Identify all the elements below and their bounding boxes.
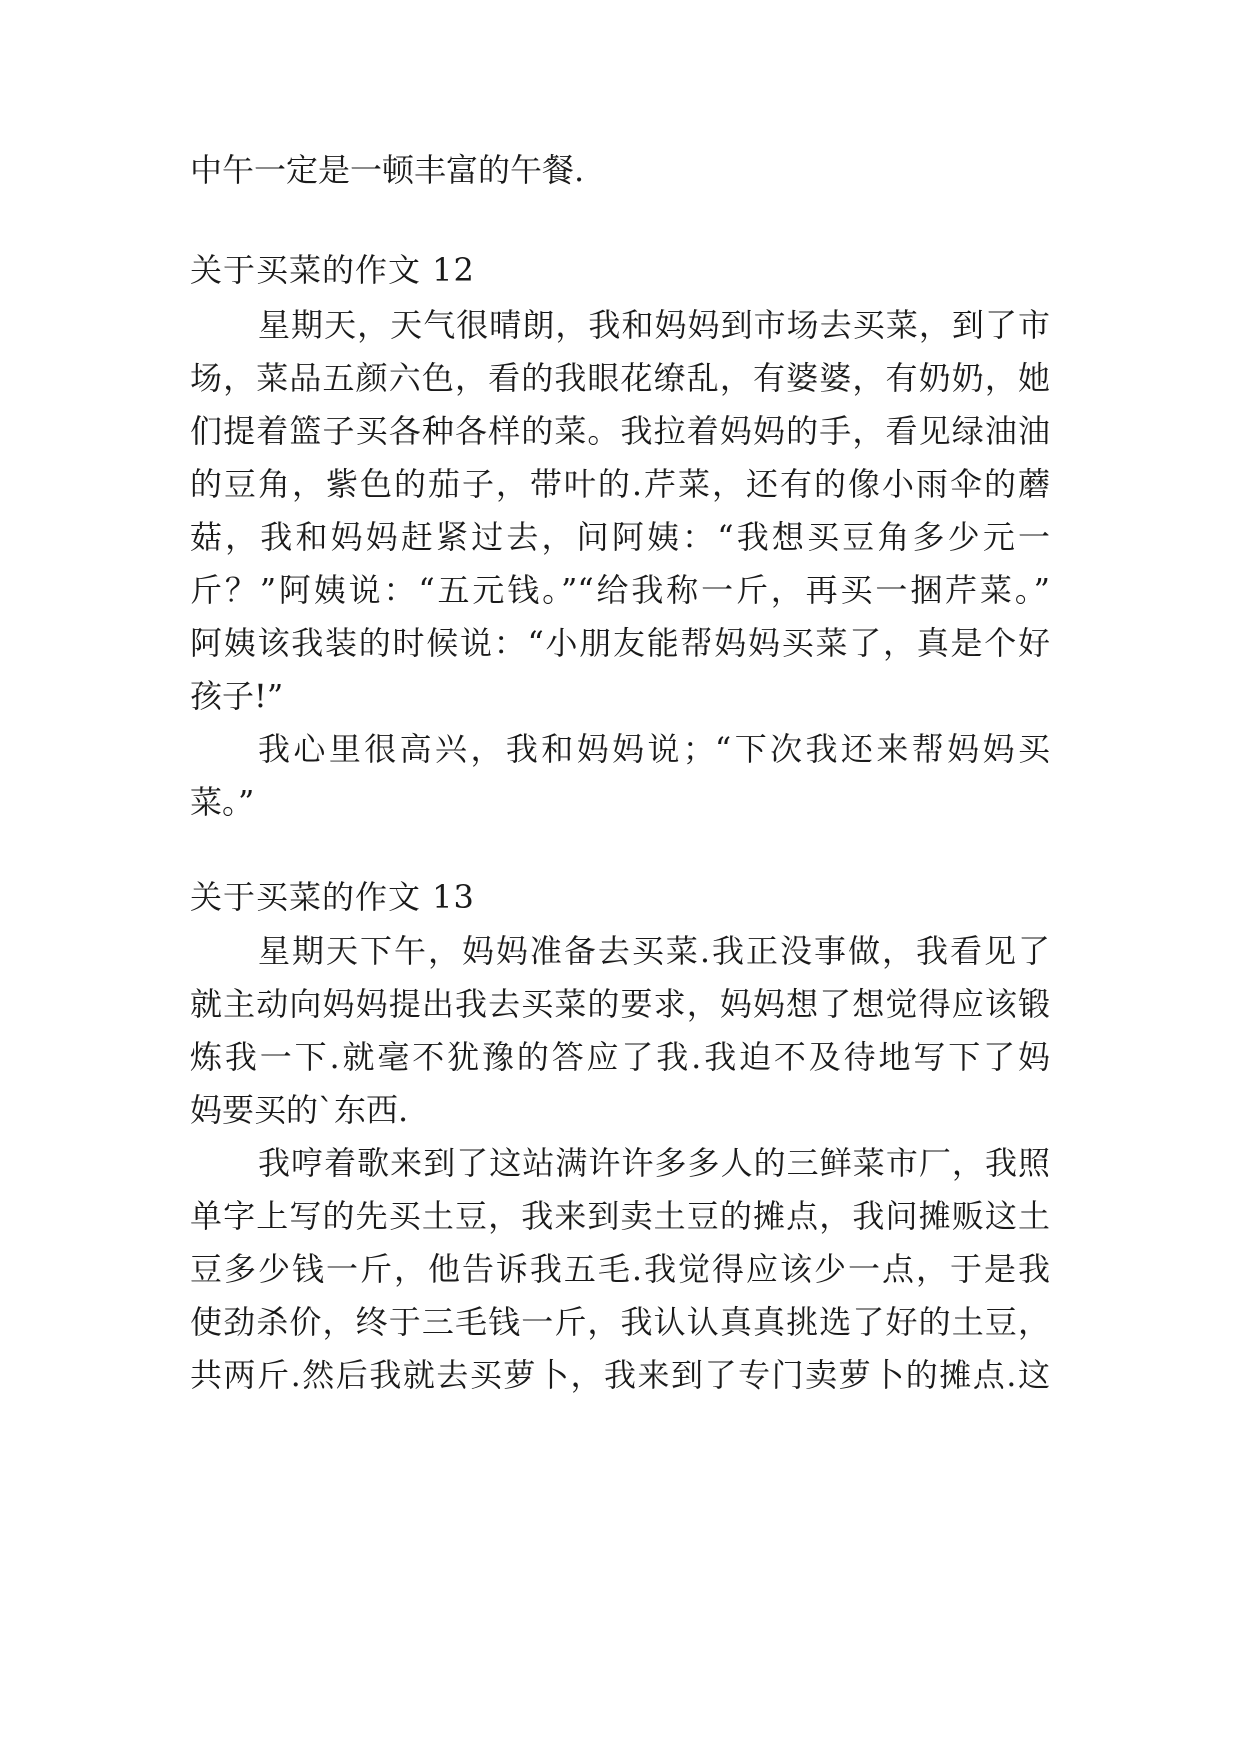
essay-12-p1-line: 们提着篮子买各种各样的菜。我拉着妈妈的手，看见绿油油 <box>190 412 1050 450</box>
essay-13-p1-line: 星期天下午，妈妈准备去买菜.我正没事做，我看见了 <box>258 932 1050 970</box>
essay-12-p2-line: 我心里很高兴，我和妈妈说；“下次我还来帮妈妈买 <box>258 730 1050 768</box>
essay-13-p2-line: 豆多少钱一斤，他告诉我五毛.我觉得应该少一点，于是我 <box>190 1250 1050 1288</box>
essay-12-p1-line: 场，菜品五颜六色，看的我眼花缭乱，有婆婆，有奶奶，她 <box>190 359 1050 397</box>
essay-12-p2-line: 菜。” <box>190 783 255 821</box>
essay-13-title: 关于买菜的作文 13 <box>190 878 475 916</box>
essay-13-p2-line: 共两斤.然后我就去买萝卜，我来到了专门卖萝卜的摊点.这 <box>190 1356 1050 1394</box>
essay-12-p1-line: 斤？”阿姨说：“五元钱。”“给我称一斤，再买一捆芹菜。” <box>190 571 1050 609</box>
essay-13-p2-line: 我哼着歌来到了这站满许许多多人的三鲜菜市厂，我照 <box>258 1144 1050 1182</box>
essay-13-p1-line: 妈要买的`东西. <box>190 1091 409 1129</box>
essay-12-p1-line: 阿姨该我装的时候说：“小朋友能帮妈妈买菜了，真是个好 <box>190 624 1050 662</box>
essay-12-title: 关于买菜的作文 12 <box>190 251 475 289</box>
essay-13-p1-line: 就主动向妈妈提出我去买菜的要求，妈妈想了想觉得应该锻 <box>190 985 1050 1023</box>
essay-13-p2-line: 使劲杀价，终于三毛钱一斤，我认认真真挑选了好的土豆， <box>190 1303 1050 1341</box>
essay-12-p1-line: 的豆角，紫色的茄子，带叶的.芹菜，还有的像小雨伞的蘑 <box>190 465 1050 503</box>
essay-13-p1-line: 炼我一下.就毫不犹豫的答应了我.我迫不及待地写下了妈 <box>190 1038 1050 1076</box>
essay-12-p1-line: 孩子!” <box>190 677 284 715</box>
essay-13-p2-line: 单字上写的先买土豆，我来到卖土豆的摊点，我问摊贩这土 <box>190 1197 1050 1235</box>
essay-12-p1-line: 星期天，天气很晴朗，我和妈妈到市场去买菜，到了市 <box>258 306 1050 344</box>
intro-line: 中午一定是一顿丰富的午餐. <box>190 151 585 189</box>
essay-12-p1-line: 菇，我和妈妈赶紧过去，问阿姨：“我想买豆角多少元一 <box>190 518 1050 556</box>
